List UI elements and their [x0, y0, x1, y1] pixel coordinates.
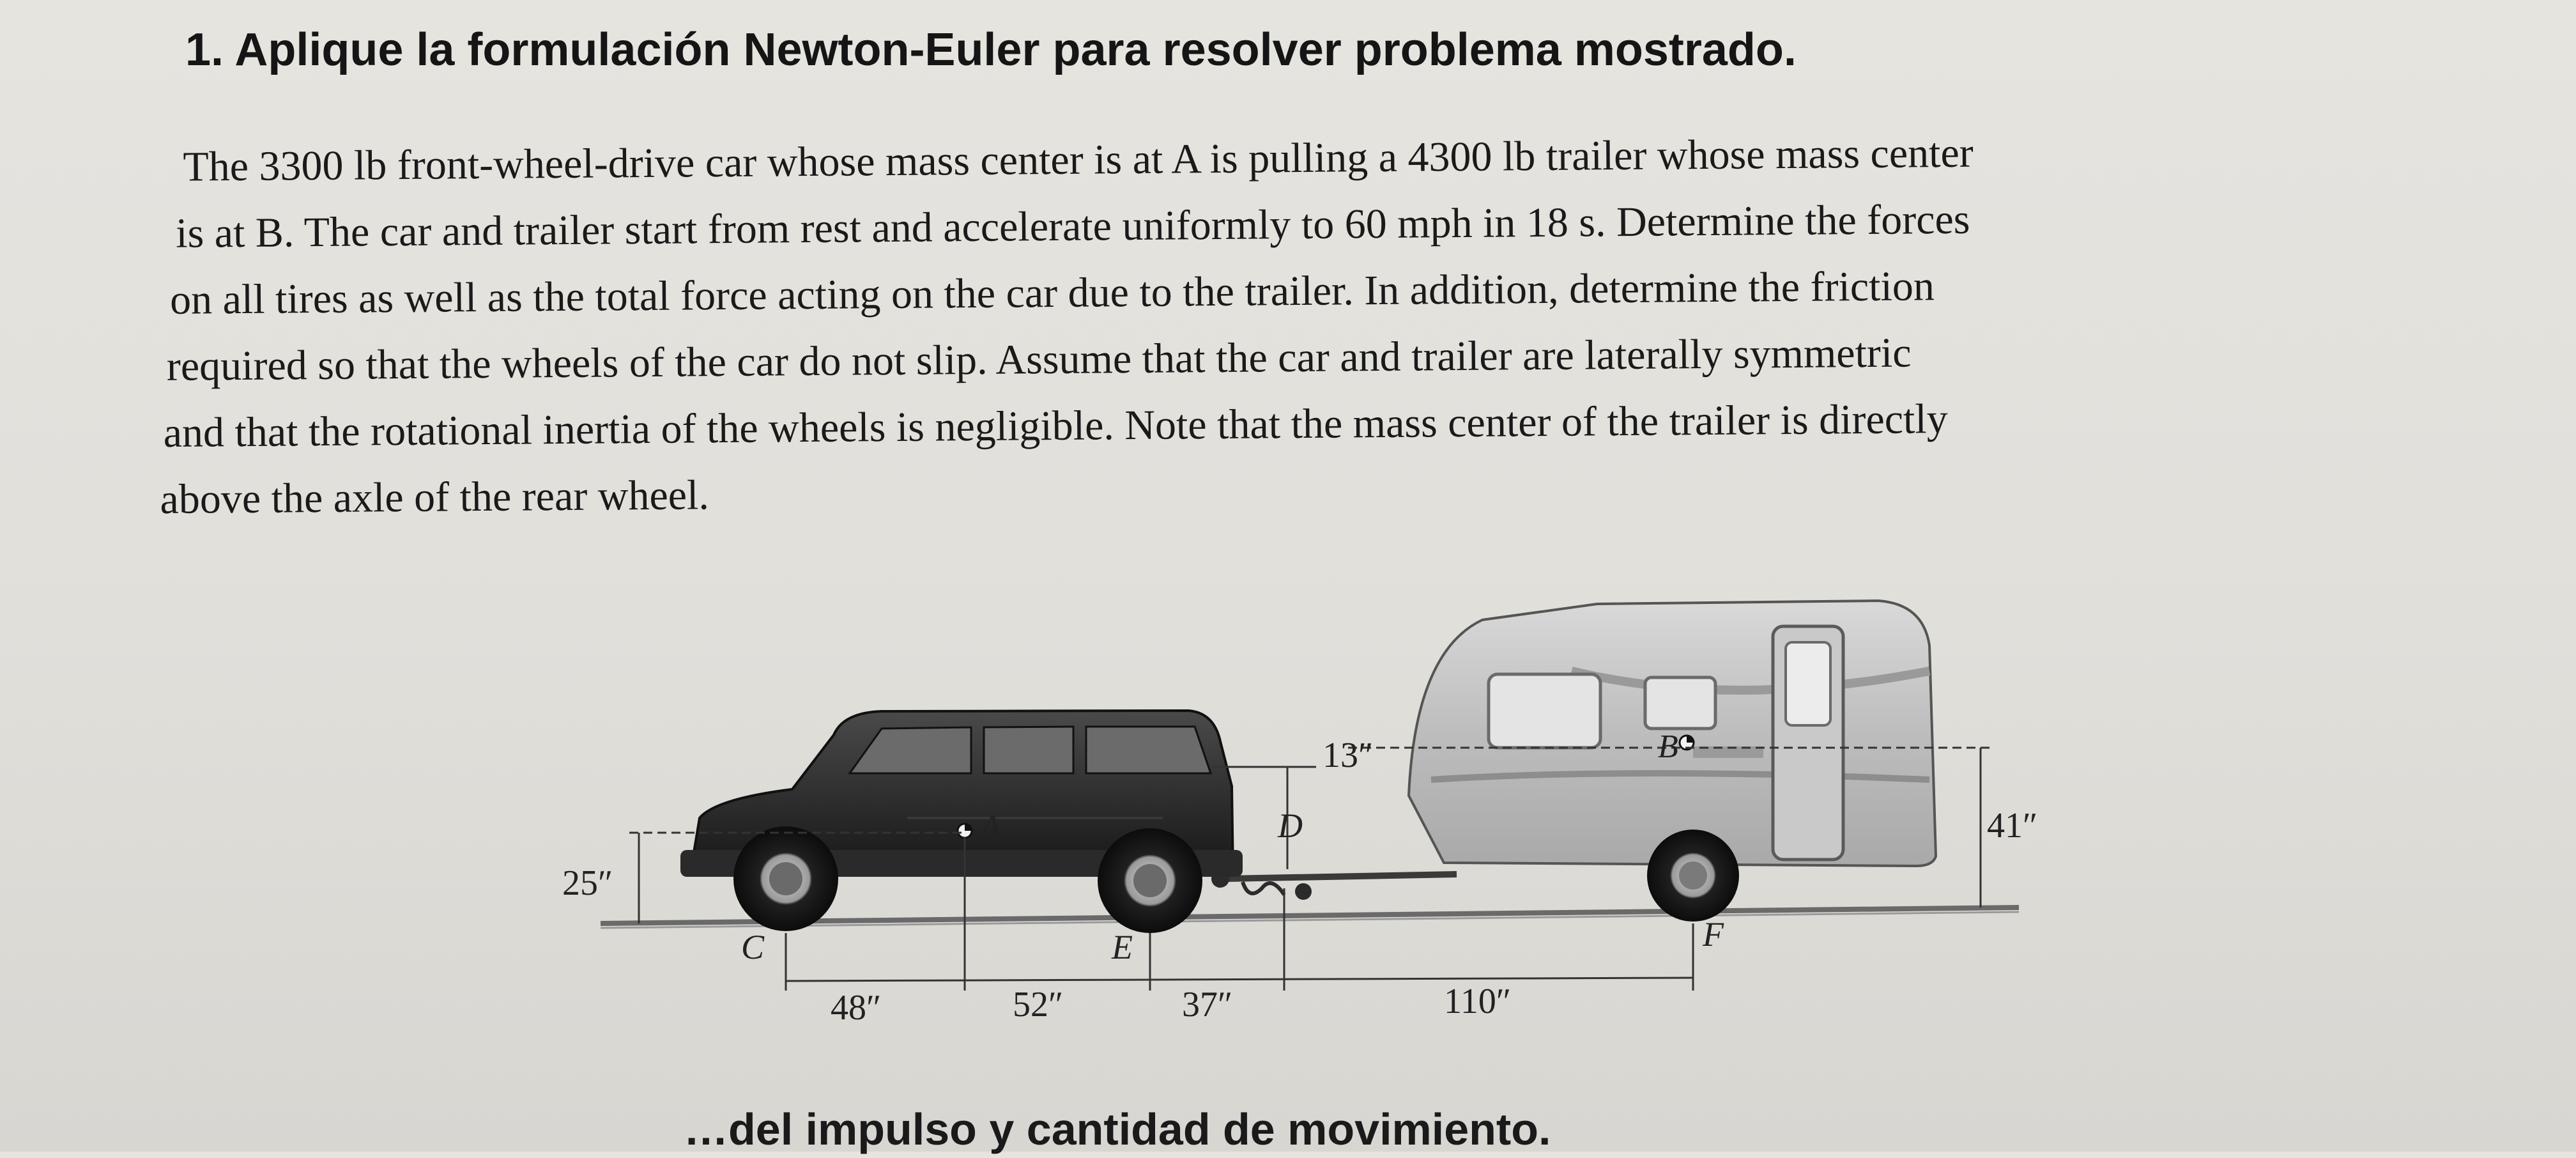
point-label-b: B — [1658, 729, 1678, 765]
trailer-wheel — [1647, 830, 1739, 922]
trailer-door-window — [1786, 642, 1830, 725]
car-front-wheel — [733, 826, 838, 931]
point-label-c: C — [741, 928, 765, 966]
dimension-label-52: 52″ — [1013, 985, 1064, 1024]
dimension-label-110: 110″ — [1444, 982, 1512, 1021]
problem-heading: 1. Aplique la formulación Newton-Euler para resolver problema mostrado. — [185, 24, 1797, 75]
dimension-label-25: 25″ — [562, 863, 613, 903]
dimension-label-41: 41″ — [1987, 806, 2038, 845]
problem-line: and that the rotational inertia of the wheels is negligible. Note that the mass center of the trailer is directly — [163, 396, 1948, 456]
trailer-hitch — [1211, 870, 1457, 900]
cropped-next-heading: …del impulso y cantidad de movimiento. — [684, 1104, 1551, 1154]
problem-line: above the axle of the rear wheel. — [160, 472, 710, 523]
mass-center-a-marker — [958, 824, 972, 838]
problem-line: The 3300 lb front-wheel-drive car whose mass center is at A is pulling a 4300 lb trailer whose mass center — [183, 129, 1974, 190]
point-label-d: D — [1278, 807, 1303, 845]
point-label-e: E — [1112, 928, 1133, 966]
trailer-window — [1489, 674, 1600, 748]
car-trailer-figure — [549, 575, 2044, 1061]
problem-line: is at B. The car and trailer start from rest and accelerate uniformly to 60 mph in 18 s. Determine the forces — [175, 196, 1970, 257]
dimension-label-37: 37″ — [1182, 985, 1233, 1024]
dimension-label-13: 13″ — [1322, 736, 1374, 775]
problem-line: required so that the wheels of the car do not slip. Assume that the car and trailer are laterally symmetric — [166, 329, 1912, 390]
problem-line: on all tires as well as the total force acting on the car due to the trailer. In addition, determine the friction — [169, 263, 1935, 323]
point-label-f: F — [1703, 915, 1724, 953]
car-rear-wheel — [1098, 828, 1202, 933]
dimension-label-48: 48″ — [831, 988, 882, 1028]
point-label-a: A — [979, 807, 1002, 849]
trailer-window — [1645, 677, 1715, 729]
problem-statement — [160, 116, 2463, 533]
